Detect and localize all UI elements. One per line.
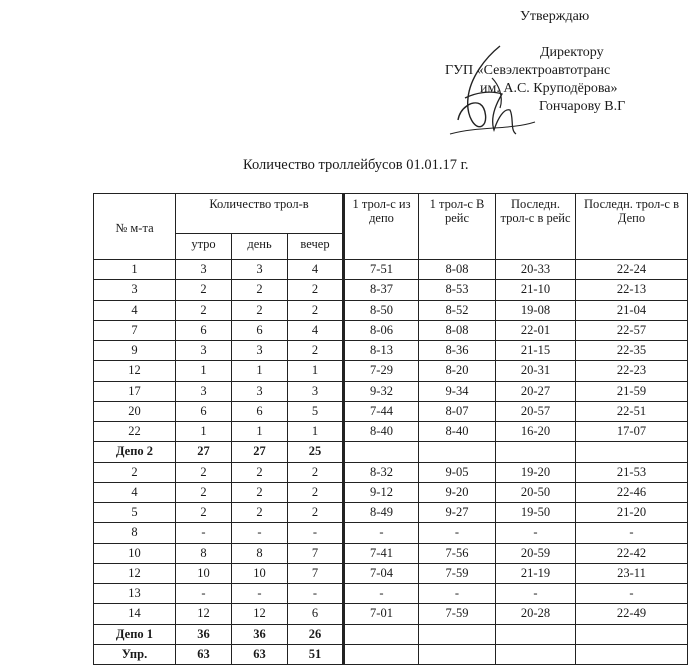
table-cell: 3: [94, 280, 176, 300]
organization-name-line2: им. А.С. Круподёрова»: [480, 81, 618, 96]
table-row: [94, 563, 688, 583]
table-cell: 8: [176, 543, 232, 563]
table-cell: -: [496, 523, 576, 543]
table-cell: 3: [232, 260, 288, 280]
table-cell: 9: [94, 341, 176, 361]
table-cell: 2: [232, 300, 288, 320]
table-cell: 8-49: [344, 503, 419, 523]
table-cell: 22-23: [576, 361, 688, 381]
table-cell: 5: [288, 401, 344, 421]
table-row: [94, 341, 688, 361]
table-cell: 6: [232, 401, 288, 421]
table-cell: 7-56: [419, 543, 496, 563]
table-cell: Упр.: [94, 644, 176, 664]
addressee-name: Гончарову В.Г: [539, 99, 626, 114]
table-cell: 3: [176, 260, 232, 280]
table-cell: 2: [288, 503, 344, 523]
table-cell: 4: [288, 260, 344, 280]
table-cell: [576, 644, 688, 664]
table-cell: -: [576, 584, 688, 604]
table-cell: -: [344, 523, 419, 543]
table-cell: 12: [176, 604, 232, 624]
header-route: № м-та: [94, 194, 176, 260]
table-cell: 7: [94, 320, 176, 340]
table-cell: -: [232, 523, 288, 543]
table-cell: 2: [288, 280, 344, 300]
table-cell: 2: [232, 482, 288, 502]
table-cell: 51: [288, 644, 344, 664]
table-cell: 20-33: [496, 260, 576, 280]
table-cell: 3: [232, 341, 288, 361]
table-cell: 8-07: [419, 401, 496, 421]
table-cell: 63: [232, 644, 288, 664]
table-row: [94, 442, 688, 462]
table-cell: [496, 442, 576, 462]
table-cell: 2: [176, 503, 232, 523]
table-cell: 4: [94, 300, 176, 320]
table-cell: 9-27: [419, 503, 496, 523]
table-cell: 20-31: [496, 361, 576, 381]
table-cell: 19-50: [496, 503, 576, 523]
table-cell: 2: [94, 462, 176, 482]
table-cell: -: [232, 584, 288, 604]
table-cell: [496, 644, 576, 664]
table-cell: 8-20: [419, 361, 496, 381]
table-row: [94, 462, 688, 482]
trolleybus-schedule-table: [93, 193, 688, 665]
table-cell: 12: [232, 604, 288, 624]
table-cell: 10: [232, 563, 288, 583]
table-cell: [419, 442, 496, 462]
table-row: [94, 644, 688, 664]
table-cell: 6: [288, 604, 344, 624]
table-row: [94, 361, 688, 381]
table-cell: 6: [176, 401, 232, 421]
table-cell: 1: [232, 422, 288, 442]
table-cell: 7: [288, 543, 344, 563]
table-cell: 3: [176, 341, 232, 361]
table-cell: -: [288, 584, 344, 604]
table-cell: 8-08: [419, 320, 496, 340]
table-cell: 12: [94, 563, 176, 583]
table-cell: 2: [288, 482, 344, 502]
table-cell: 2: [232, 462, 288, 482]
table-cell: 7-04: [344, 563, 419, 583]
table-cell: 1: [176, 422, 232, 442]
signature-image: [430, 38, 550, 148]
table-cell: -: [176, 584, 232, 604]
table-row: [94, 401, 688, 421]
table-cell: -: [419, 523, 496, 543]
table-cell: 63: [176, 644, 232, 664]
table-row: [94, 584, 688, 604]
table-cell: 22: [94, 422, 176, 442]
table-row: [94, 604, 688, 624]
table-cell: 16-20: [496, 422, 576, 442]
table-row: [94, 381, 688, 401]
table-cell: [576, 442, 688, 462]
table-cell: 8-36: [419, 341, 496, 361]
table-cell: 3: [232, 381, 288, 401]
table-cell: Депо 1: [94, 624, 176, 644]
header-morning: утро: [176, 234, 232, 260]
table-cell: 1: [232, 361, 288, 381]
table-cell: [496, 624, 576, 644]
table-cell: 9-34: [419, 381, 496, 401]
table-cell: [419, 624, 496, 644]
header-first-on-route: 1 трол-с В рейс: [419, 194, 496, 260]
table-cell: 21-15: [496, 341, 576, 361]
table-cell: 22-51: [576, 401, 688, 421]
table-row: [94, 624, 688, 644]
header-first-from-depot: 1 трол-с из депо: [344, 194, 419, 260]
table-cell: 20-57: [496, 401, 576, 421]
table-cell: 26: [288, 624, 344, 644]
table-cell: 7-41: [344, 543, 419, 563]
table-cell: 21-53: [576, 462, 688, 482]
addressee-title: Директору: [540, 45, 604, 60]
table-cell: 3: [176, 381, 232, 401]
table-cell: -: [419, 584, 496, 604]
table-cell: 27: [232, 442, 288, 462]
table-cell: 3: [288, 381, 344, 401]
table-cell: 36: [232, 624, 288, 644]
table-cell: [344, 644, 419, 664]
table-cell: 22-24: [576, 260, 688, 280]
table-cell: -: [176, 523, 232, 543]
table-cell: 21-04: [576, 300, 688, 320]
table-cell: 1: [288, 361, 344, 381]
table-cell: [344, 442, 419, 462]
document-title: Количество троллейбусов 01.01.17 г.: [243, 157, 469, 173]
table-cell: 10: [94, 543, 176, 563]
table-cell: 8-50: [344, 300, 419, 320]
header-last-on-route: Последн. трол-с в рейс: [496, 194, 576, 260]
table-cell: 5: [94, 503, 176, 523]
table-cell: 4: [288, 320, 344, 340]
table-cell: 8-32: [344, 462, 419, 482]
table-row: [94, 543, 688, 563]
table-cell: 4: [94, 482, 176, 502]
table-cell: 25: [288, 442, 344, 462]
organization-name: ГУП «Севэлектроавтотранс: [445, 63, 611, 78]
table-cell: [419, 644, 496, 664]
table-row: [94, 300, 688, 320]
table-cell: 22-42: [576, 543, 688, 563]
table-cell: 36: [176, 624, 232, 644]
table-cell: 8-40: [344, 422, 419, 442]
table-cell: 20-59: [496, 543, 576, 563]
table-row: [94, 260, 688, 280]
table-cell: 20-28: [496, 604, 576, 624]
header-evening: вечер: [288, 234, 344, 260]
header-day: день: [232, 234, 288, 260]
table-cell: 22-35: [576, 341, 688, 361]
table-cell: -: [288, 523, 344, 543]
table-cell: 9-05: [419, 462, 496, 482]
table-cell: 8: [94, 523, 176, 543]
table-cell: 8: [232, 543, 288, 563]
table-cell: -: [344, 584, 419, 604]
table-cell: 8-40: [419, 422, 496, 442]
table-cell: 13: [94, 584, 176, 604]
table-cell: 2: [288, 300, 344, 320]
table-cell: 7-59: [419, 604, 496, 624]
table-cell: 2: [176, 300, 232, 320]
table-cell: 2: [176, 462, 232, 482]
table-cell: 9-32: [344, 381, 419, 401]
table-cell: 14: [94, 604, 176, 624]
table-cell: 1: [94, 260, 176, 280]
table-cell: 27: [176, 442, 232, 462]
header-count: Количество трол-в: [176, 194, 344, 234]
table-cell: 17: [94, 381, 176, 401]
table-cell: 2: [176, 482, 232, 502]
table-row: [94, 503, 688, 523]
approval-word: Утверждаю: [520, 9, 590, 24]
table-cell: 1: [288, 422, 344, 442]
table-cell: 12: [94, 361, 176, 381]
table-cell: 8-06: [344, 320, 419, 340]
table-cell: 6: [176, 320, 232, 340]
table-cell: 8-37: [344, 280, 419, 300]
table-cell: 21-19: [496, 563, 576, 583]
table-cell: 21-10: [496, 280, 576, 300]
table-cell: 22-01: [496, 320, 576, 340]
table-cell: 20-50: [496, 482, 576, 502]
table-cell: 2: [288, 341, 344, 361]
table-cell: 19-08: [496, 300, 576, 320]
table-row: [94, 482, 688, 502]
table-cell: 9-20: [419, 482, 496, 502]
table-cell: 20-27: [496, 381, 576, 401]
table-cell: Депо 2: [94, 442, 176, 462]
table-cell: 9-12: [344, 482, 419, 502]
table-cell: 22-13: [576, 280, 688, 300]
table-cell: 7-59: [419, 563, 496, 583]
table-row: [94, 320, 688, 340]
table-cell: 2: [232, 503, 288, 523]
table-cell: 19-20: [496, 462, 576, 482]
table-cell: 22-49: [576, 604, 688, 624]
table-cell: 7-51: [344, 260, 419, 280]
table-cell: 22-57: [576, 320, 688, 340]
table-cell: -: [576, 523, 688, 543]
table-cell: 2: [232, 280, 288, 300]
table-cell: 21-20: [576, 503, 688, 523]
table-row: [94, 523, 688, 543]
table-body: [94, 260, 688, 665]
table-cell: 2: [288, 462, 344, 482]
table-cell: [344, 624, 419, 644]
table-cell: 17-07: [576, 422, 688, 442]
table-cell: 10: [176, 563, 232, 583]
table-cell: 20: [94, 401, 176, 421]
header-last-to-depot: Последн. трол-с в Депо: [576, 194, 688, 260]
table-cell: 8-08: [419, 260, 496, 280]
table-cell: 8-52: [419, 300, 496, 320]
table-cell: 8-13: [344, 341, 419, 361]
table-cell: 22-46: [576, 482, 688, 502]
table-cell: [576, 624, 688, 644]
table-cell: 7: [288, 563, 344, 583]
table-cell: 1: [176, 361, 232, 381]
table-cell: 7-44: [344, 401, 419, 421]
table-cell: 21-59: [576, 381, 688, 401]
table-cell: 7-01: [344, 604, 419, 624]
table-cell: 2: [176, 280, 232, 300]
table-cell: -: [496, 584, 576, 604]
table-cell: 8-53: [419, 280, 496, 300]
table-row: [94, 280, 688, 300]
table-cell: 6: [232, 320, 288, 340]
table-cell: 7-29: [344, 361, 419, 381]
table-row: [94, 422, 688, 442]
table-cell: 23-11: [576, 563, 688, 583]
